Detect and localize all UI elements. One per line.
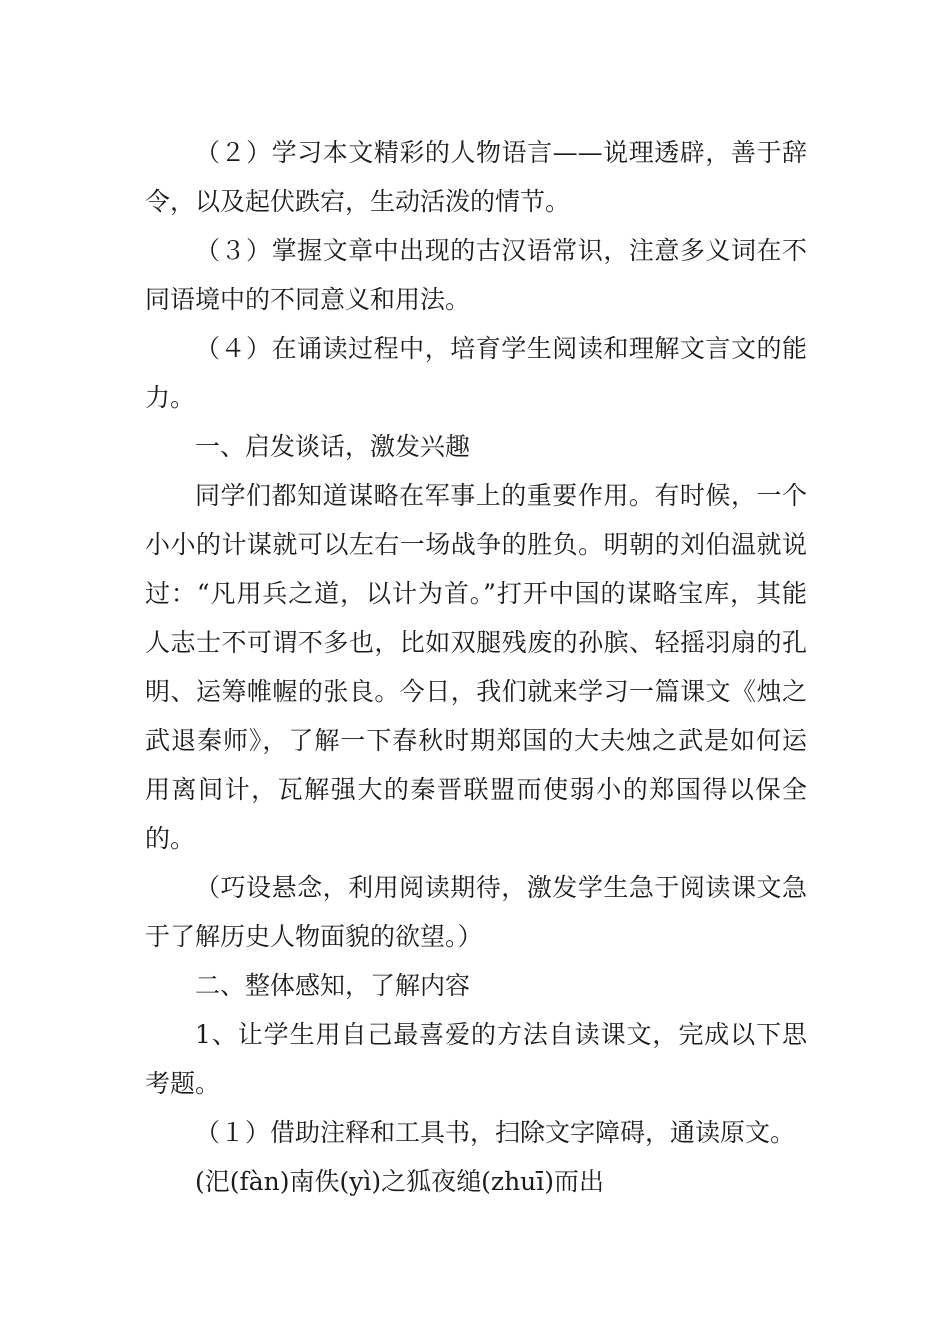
section-heading-1: 一、启发谈话，激发兴趣: [195, 432, 471, 461]
teaching-note: （巧设悬念，利用阅读期待，激发学生急于阅读课文急于了解历史人物面貌的欲望。）: [145, 873, 807, 951]
document-page: [145, 128, 807, 1206]
pronunciation-note: (汜(fàn)南佚(yì)之狐夜缒(zhuī)而出: [195, 1167, 605, 1196]
intro-paragraph: 同学们都知道谋略在军事上的重要作用。有时候，一个小小的计谋就可以左右一场战争的胜负。明朝的刘伯温就说过：“凡用兵之道，以计为首。”打开中国的谋略宝库，其能人志士不可谓不多也，比如双腿残废的孙膑、轻摇羽扇的孔明、运筹帷幄的张良。今日，我们就来学习一篇课文《烛之武退秦师》，了解一下春秋时期郑国的大夫烛之武是如何运用离间计，瓦解强大的秦晋联盟而使弱小的郑国得以保全的。: [145, 481, 807, 853]
task-1: 1、让学生用自己最喜爱的方法自读课文，完成以下思考题。: [145, 1020, 807, 1098]
task-1-sub-1: （１）借助注释和工具书，扫除文字障碍，通读原文。: [195, 1118, 796, 1147]
objective-2: （２）学习本文精彩的人物语言——说理透辟，善于辞令，以及起伏跌宕，生动活泼的情节。: [145, 138, 807, 216]
objective-4: （４）在诵读过程中，培育学生阅读和理解文言文的能力。: [145, 334, 807, 412]
objective-3: （３）掌握文章中出现的古汉语常识，注意多义词在不同语境中的不同意义和用法。: [145, 236, 807, 314]
section-heading-2: 二、整体感知，了解内容: [195, 971, 471, 1000]
